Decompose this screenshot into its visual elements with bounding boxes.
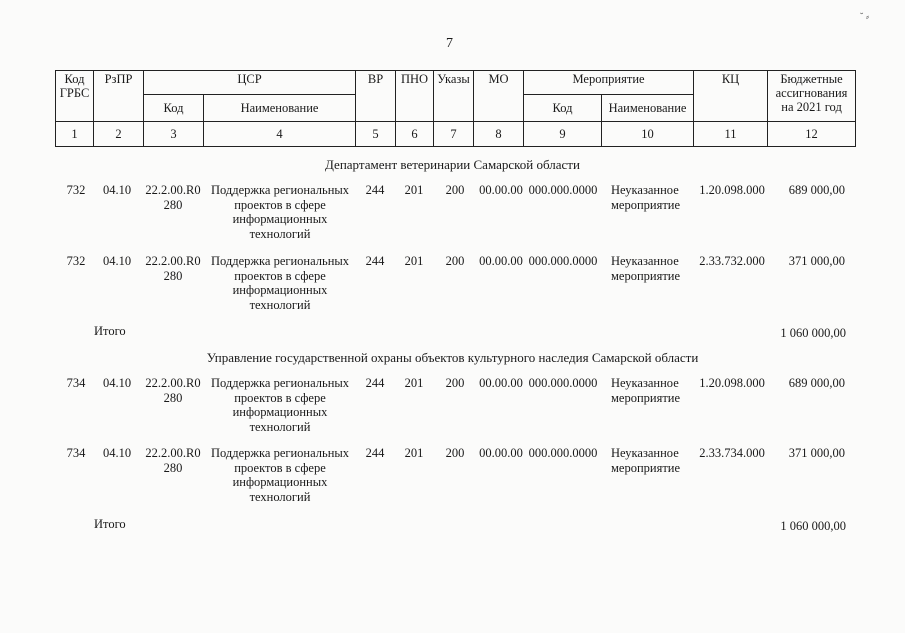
cell-mo: 00.00.00 xyxy=(479,254,523,268)
col-header-ukazy: Указы xyxy=(434,71,474,122)
cell-pno: 201 xyxy=(404,183,424,197)
col-header-csr-name: Наименование xyxy=(204,95,356,122)
col-number: 2 xyxy=(94,122,144,147)
cell-csr-name: Поддержка региональных проектов в сфере информационных технологий xyxy=(210,254,350,312)
cell-mer-name: Неуказанное мероприятие xyxy=(611,183,681,212)
section-title: Департамент ветеринарии Самарской области xyxy=(325,157,580,172)
cell-vr: 244 xyxy=(365,376,385,390)
cell-vr: 244 xyxy=(365,254,385,268)
cell-mer-code: 000.000.0000 xyxy=(528,254,598,268)
cell-amount: 689 000,00 xyxy=(788,376,845,390)
total-label: Итого xyxy=(94,517,126,531)
cell-csr-name: Поддержка региональных проектов в сфере информационных технологий xyxy=(210,376,350,434)
col-header-mo: МО xyxy=(474,71,524,122)
page-number: 7 xyxy=(446,36,453,51)
cell-pno: 201 xyxy=(404,254,424,268)
col-header-csr-code: Код xyxy=(144,95,204,122)
col-number: 9 xyxy=(524,122,602,147)
cell-rzpr: 04.10 xyxy=(102,376,132,390)
cell-mo: 00.00.00 xyxy=(479,376,523,390)
cell-csr-name: Поддержка региональных проектов в сфере информационных технологий xyxy=(210,183,350,241)
cell-mo: 00.00.00 xyxy=(479,183,523,197)
cell-ukazy: 200 xyxy=(445,376,465,390)
cell-mer-code: 000.000.0000 xyxy=(528,376,598,390)
col-number: 3 xyxy=(144,122,204,147)
col-number: 1 xyxy=(56,122,94,147)
col-number: 4 xyxy=(204,122,356,147)
cell-mer-name: Неуказанное мероприятие xyxy=(611,254,681,283)
col-header-meropriyatie: Мероприятие xyxy=(524,71,694,95)
cell-mer-code: 000.000.0000 xyxy=(528,446,598,460)
table-row xyxy=(0,254,905,324)
cell-vr: 244 xyxy=(365,446,385,460)
cell-mer-name: Неуказанное мероприятие xyxy=(611,446,681,475)
cell-pno: 201 xyxy=(404,376,424,390)
table-row xyxy=(0,183,905,253)
total-value: 1 060 000,00 xyxy=(780,326,846,340)
col-header-pno: ПНО xyxy=(396,71,434,122)
col-header-mer-code: Код xyxy=(524,95,602,122)
scan-mark: ˘ ⸗ xyxy=(860,12,870,23)
cell-ukazy: 200 xyxy=(445,254,465,268)
cell-csr-code: 22.2.00.R0280 xyxy=(145,183,201,212)
col-header-mer-name: Наименование xyxy=(602,95,694,122)
cell-grbs: 734 xyxy=(66,446,86,460)
cell-vr: 244 xyxy=(365,183,385,197)
col-number: 11 xyxy=(694,122,768,147)
cell-amount: 371 000,00 xyxy=(788,446,845,460)
cell-kc: 1.20.098.000 xyxy=(699,183,765,197)
col-header-csr: ЦСР xyxy=(144,71,356,95)
cell-amount: 371 000,00 xyxy=(788,254,845,268)
cell-ukazy: 200 xyxy=(445,446,465,460)
cell-rzpr: 04.10 xyxy=(102,183,132,197)
col-header-rzpr: РзПР xyxy=(94,71,144,122)
cell-kc: 2.33.734.000 xyxy=(699,446,765,460)
cell-grbs: 734 xyxy=(66,376,86,390)
cell-csr-name: Поддержка региональных проектов в сфере информационных технологий xyxy=(210,446,350,504)
col-header-grbs: Код ГРБС xyxy=(56,71,94,122)
col-header-kc: КЦ xyxy=(694,71,768,122)
cell-ukazy: 200 xyxy=(445,183,465,197)
cell-csr-code: 22.2.00.R0280 xyxy=(145,254,201,283)
section-title: Управление государственной охраны объектов культурного наследия Самарской области xyxy=(206,350,699,365)
total-label: Итого xyxy=(94,324,126,338)
col-number: 8 xyxy=(474,122,524,147)
col-number: 12 xyxy=(768,122,856,147)
col-header-vr: ВР xyxy=(356,71,396,122)
cell-grbs: 732 xyxy=(66,183,86,197)
cell-mer-code: 000.000.0000 xyxy=(528,183,598,197)
cell-kc: 1.20.098.000 xyxy=(699,376,765,390)
col-header-budget: Бюджетные ассигнования на 2021 год xyxy=(768,71,856,122)
cell-csr-code: 22.2.00.R0280 xyxy=(145,446,201,475)
cell-pno: 201 xyxy=(404,446,424,460)
total-value: 1 060 000,00 xyxy=(780,519,846,533)
table-row xyxy=(0,376,905,446)
cell-grbs: 732 xyxy=(66,254,86,268)
cell-amount: 689 000,00 xyxy=(788,183,845,197)
cell-rzpr: 04.10 xyxy=(102,254,132,268)
header-table xyxy=(55,70,856,147)
cell-csr-code: 22.2.00.R0280 xyxy=(145,376,201,405)
table-row xyxy=(0,446,905,516)
col-number: 5 xyxy=(356,122,396,147)
cell-rzpr: 04.10 xyxy=(102,446,132,460)
col-number: 6 xyxy=(396,122,434,147)
cell-mer-name: Неуказанное мероприятие xyxy=(611,376,681,405)
cell-mo: 00.00.00 xyxy=(479,446,523,460)
col-number: 10 xyxy=(602,122,694,147)
cell-kc: 2.33.732.000 xyxy=(699,254,765,268)
col-number: 7 xyxy=(434,122,474,147)
